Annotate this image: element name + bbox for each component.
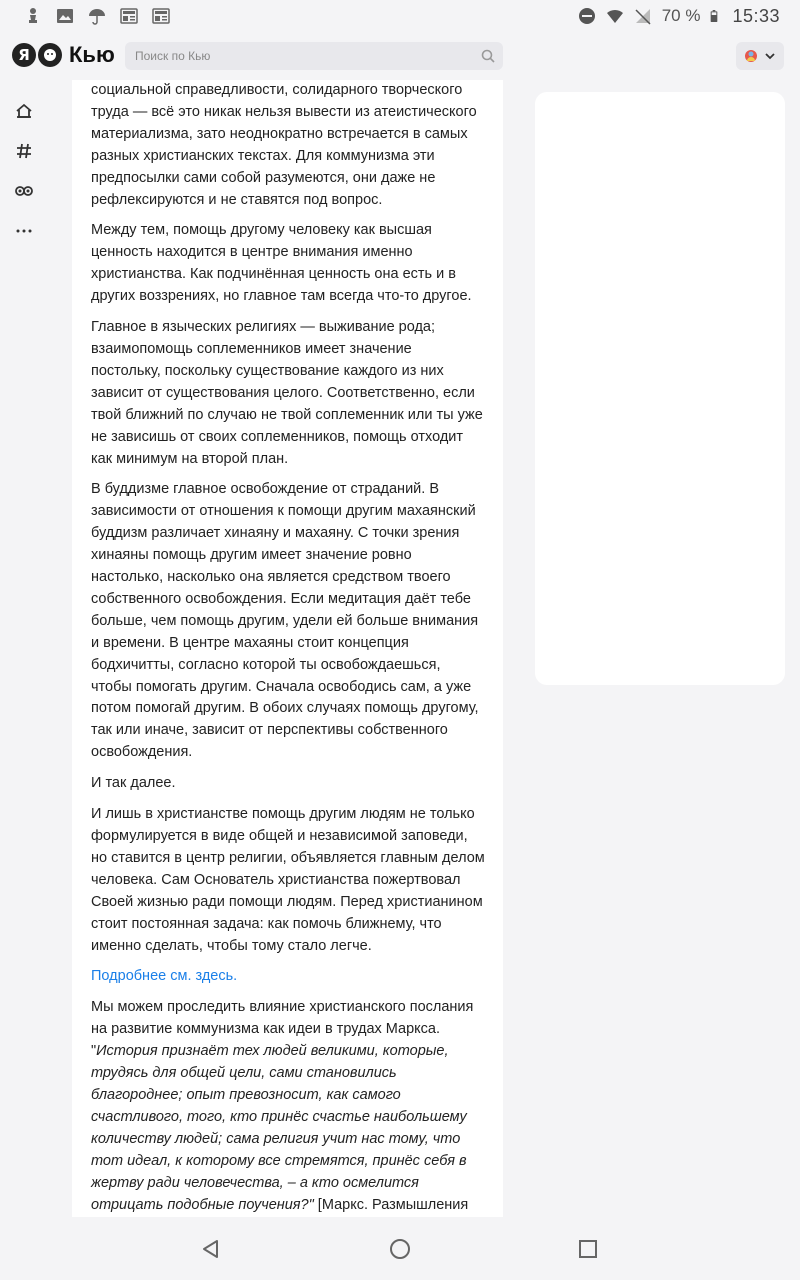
home-circle-icon[interactable] [388,1237,412,1261]
image-icon [56,7,74,25]
answer-card [72,80,503,1217]
status-bar [0,0,800,32]
search-icon[interactable] [481,49,495,63]
status-notification-icons [0,7,170,25]
paragraph: В буддизме главное освобождение от страданий. В зависимости от отношения к помощи другим махаянский буддизм различает хинаяну и махаяну. С точки зрения хинаяны помощь другим имеет значение ровно настолько, насколько она является средством твоего собственного освобождения. Если медитация даёт тебе больше, чем помощь другим, удели ей больше внимания и времени. В центре махаяны стоит концепция бодхичитты, согласно которой ты освобождаешься, чтобы помогать другим. Сначала освободись сам, а уже потом помогай другим. В обоих случаях помощь другому, так или иначе, зависит от перспективы собственного освобождения. [91,481,479,761]
nav-topics[interactable] [13,140,35,162]
paragraph: Главное в языческих религиях — выживание рода; взаимопомощь соплеменников имеет значение постольку, поскольку существование каждого из них зависит от существования целого. Соответственно, если твой ближний по случаю не твой соплеменник или ты уже не зависишь от своих соплеменников, помощь отходит как минимум на второй план. [91,319,483,467]
news-icon-2 [152,7,170,25]
battery-percent: 70 % [661,6,701,25]
hashtag-icon [15,142,33,160]
status-system-icons [578,0,780,32]
do-not-disturb-icon [578,7,596,25]
chevron-down-icon [764,50,776,62]
search-input[interactable] [125,42,503,70]
system-nav-bar [0,1217,800,1280]
nav-experts[interactable] [13,180,35,202]
logo[interactable] [12,42,115,68]
app-header [0,32,800,80]
logo-letter: Я [12,43,36,67]
paragraph: И так далее. [91,775,176,792]
avatar [744,49,758,63]
search-placeholder: Поиск по Кью [135,49,211,63]
logo-face-icon [38,43,62,67]
battery-icon [710,7,722,25]
nav-home[interactable] [13,100,35,122]
profile-menu-button[interactable] [736,42,784,70]
more-icon [15,222,33,240]
recents-icon[interactable] [576,1237,600,1261]
nav-more[interactable] [13,220,35,242]
paragraph: И лишь в христианстве помощь другим людям не только формулируется в виде общей и независимой заповеди, но ставится в центр религии, объявляется главным делом человека. Сам Основатель христианства пожертвовал Своей жизнью ради помощи людям. Перед христианином стоит постоянная задача: как помочь ближнему, что именно сделать, чтобы тому стало легче. [91,806,485,954]
logo-text: Кью [69,42,115,67]
chess-pawn-icon [24,7,42,25]
umbrella-icon [88,7,106,25]
marx-intro: Мы можем проследить влияние христианского послания на развитие коммунизма как идеи в трудах Маркса. " [91,999,474,1060]
no-signal-icon [634,7,652,25]
clock: 15:33 [732,5,780,26]
news-icon [120,7,138,25]
wifi-icon [606,7,624,25]
paragraph: Между тем, помощь другому человеку как высшая ценность находится в центре внимания именно христианства. Как подчинённая ценность она есть и в других воззрениях, но главное там всегда что-то другое. [91,222,472,305]
home-icon [15,102,33,120]
marx-quote: История признаёт тех людей великими, которые, трудясь для общей цели, сами становились благороднее; опыт превозносит, как самого счастливого, того, кто принёс счастье наибольшему количеству людей; сама религия учит нас тому, что тот идеал, к которому все стремятся, принёс себя в жертву ради человечества, – а кто осмелится отрицать подобные поучения?" [91,1043,467,1213]
more-link[interactable]: Подробнее см. здесь. [91,968,238,985]
glasses-icon [14,182,34,200]
marx-citation: [Маркс. Размышления [317,1196,469,1213]
paragraph-link [91,966,485,988]
back-icon[interactable] [199,1237,223,1261]
sidebar-card [535,92,785,685]
answer-body [72,80,503,1260]
paragraph: социальной справедливости, солидарного творческого труда — всё это никак нельзя вывести из атеистического материализма, зато неоднократно встречается в самых разных христианских текстах. Для коммунизма эти предпосылки сами собой разумеются, они даже не рефлексируются и не ставятся под вопрос. [91,82,477,208]
